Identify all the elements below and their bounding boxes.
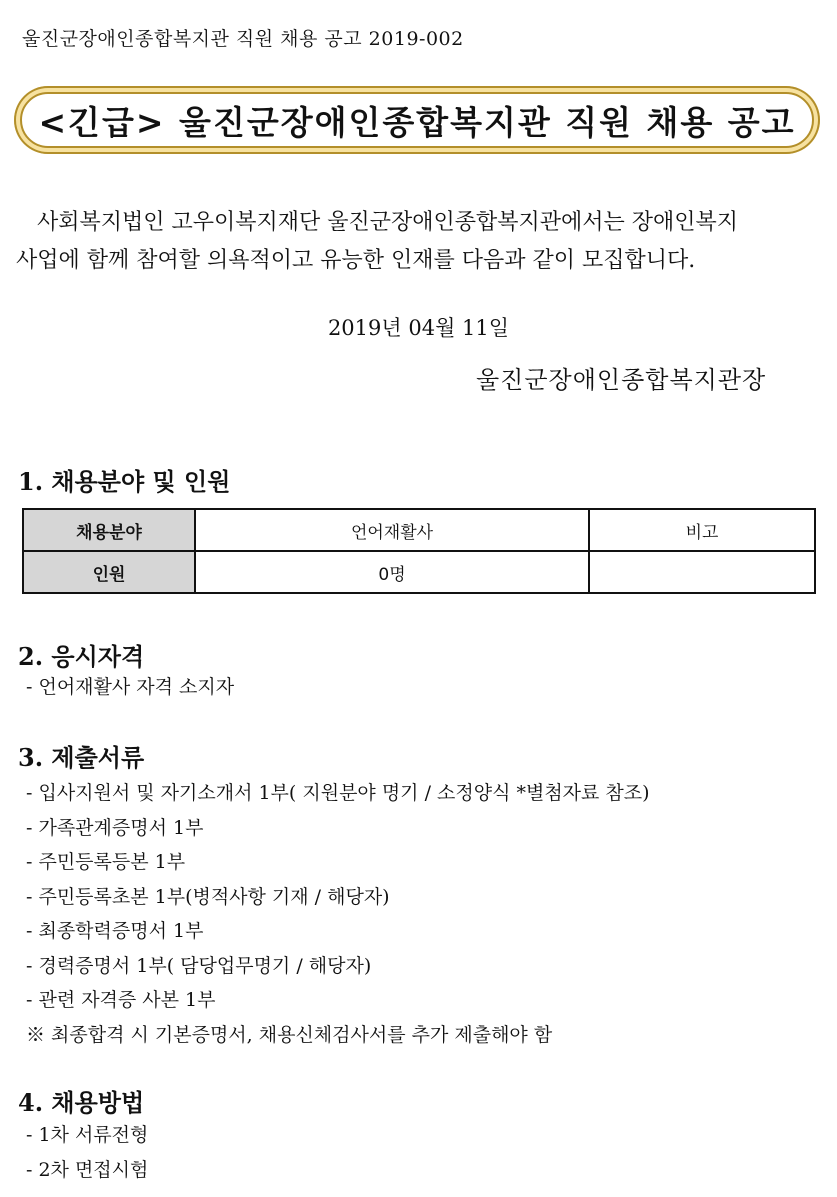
table-cell-field: 언어재활사 (195, 509, 589, 551)
list-item: - 주민등록등본 1부 (26, 851, 186, 873)
documents-list (26, 778, 650, 1054)
list-item: - 입사지원서 및 자기소개서 1부( 지원분야 명기 / 소정양식 *별첨자료 참조) (26, 782, 650, 804)
title-frame (20, 92, 814, 148)
announcement-date: 2019년 04월 11일 (327, 316, 510, 340)
intro-line-2: 사업에 함께 참여할 의욕적이고 유능한 인재를 다음과 같이 모집합니다. (16, 248, 696, 273)
document-id: 울진군장애인종합복지관 직원 채용 공고 2019-002 (22, 28, 464, 50)
section-1-heading: 1. 채용분야 및 인원 (18, 467, 231, 496)
table-header-cell: 인원 (23, 551, 195, 593)
list-item: - 주민등록초본 1부(병적사항 기재 / 해당자) (26, 885, 390, 908)
section-3-heading: 3. 제출서류 (18, 743, 145, 772)
list-item: - 1차 서류전형 (26, 1124, 149, 1146)
organization-signature: 울진군장애인종합복지관장 (476, 366, 767, 394)
recruitment-table (22, 508, 816, 594)
table-cell-note (589, 551, 815, 593)
table-row (23, 509, 815, 551)
intro-paragraph (16, 204, 816, 280)
list-item: - 경력증명서 1부( 담당업무명기 / 해당자) (26, 954, 372, 977)
table-row (23, 551, 815, 593)
list-item: - 2차 면접시험 (26, 1158, 149, 1181)
list-item: - 가족관계증명서 1부 (26, 816, 204, 839)
section-2-heading: 2. 응시자격 (18, 642, 145, 671)
intro-line-1: 사회복지법인 고우이복지재단 울진군장애인종합복지관에서는 장애인복지 (16, 210, 739, 235)
table-header-cell: 채용분야 (23, 509, 195, 551)
list-item: - 언어재활사 자격 소지자 (26, 676, 235, 698)
list-item: - 관련 자격증 사본 1부 (26, 989, 216, 1011)
table-cell-note: 비고 (589, 509, 815, 551)
qualification-list (26, 672, 234, 707)
page-title: <긴급> 울진군장애인종합복지관 직원 채용 공고 (38, 102, 796, 142)
title-banner (14, 86, 820, 154)
selection-method-list (26, 1120, 148, 1189)
section-4-heading: 4. 채용방법 (18, 1088, 145, 1117)
list-item: - 최종학력증명서 1부 (26, 920, 204, 942)
list-item: ※ 최종합격 시 기본증명서, 채용신체검사서를 추가 제출해야 함 (26, 1023, 553, 1046)
table-cell-count: 0명 (195, 551, 589, 593)
